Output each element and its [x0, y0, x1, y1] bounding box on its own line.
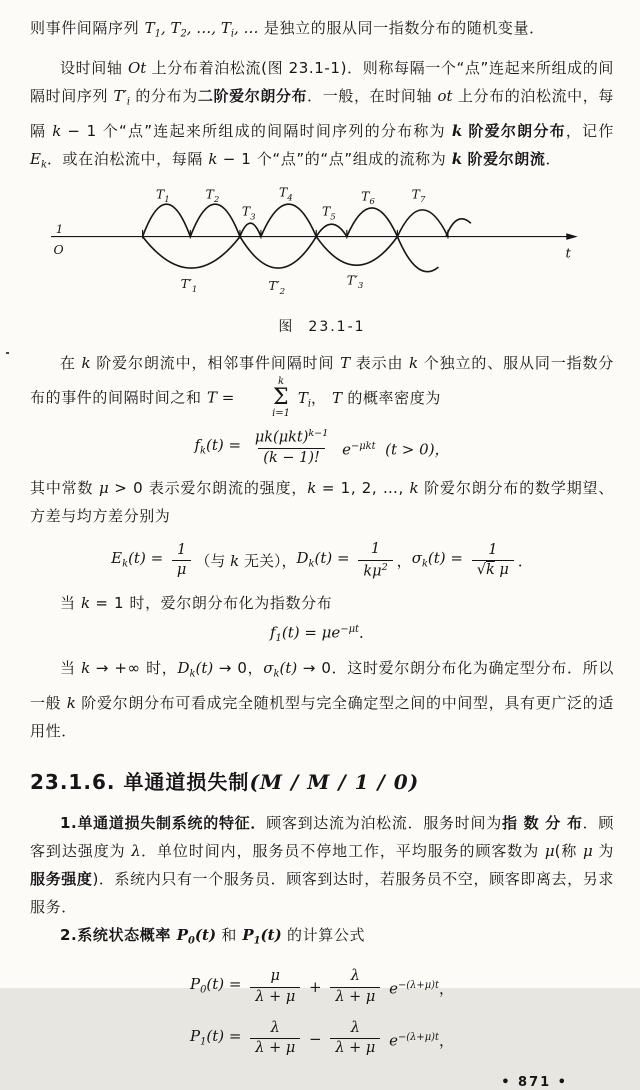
formula-exponential-f1: $f_1(t) = \mu e^{-\mu t}$． [269, 623, 374, 645]
figure-23-1-1 [30, 185, 614, 339]
arc-label-T2-prime: $T'_2$ [268, 278, 286, 298]
paragraph-system-characteristics [30, 809, 614, 921]
arc-label-T4: $T_4$ [279, 184, 293, 204]
figure-caption [30, 315, 614, 339]
paragraph-state-probabilities [30, 921, 614, 955]
paragraph-text: $T_i$， T 的概率密度为 [293, 388, 441, 410]
paragraph-text: 设时间轴 Ot 上分布着泊松流(图 23.1-1)．则称每隔一个“点”连起来所组成的间隔时间序列 $T'_i$ 的分布为二阶爱尔朗分布．一般，在时间轴 ot 上分布的泊松流中，每隔 k − 1 个“点”连起来所组成的间隔时间序列的分布称为 k 阶爱尔朗分布，记作 $E_k$．或在泊松流中，每隔 k − 1 个“点”的“点”组成的流称为 k 阶爱尔朗流． [30, 59, 620, 171]
axis-t-label: t [565, 246, 571, 262]
fraction: $\frac{\mu k(\mu kt)^{k-1}}{(k - 1)!}$ [250, 427, 333, 468]
section-heading [30, 767, 614, 797]
figure-caption-label: 图 [278, 319, 295, 336]
paragraph-text: 在 k 阶爱尔朗流中，相邻事件间隔时间 T 表示由 k 个独立的、服从同一指数分布的事件的间隔时间之和 T = [30, 354, 614, 407]
summation-symbol: k Σ i=1 [272, 376, 291, 420]
formula-density-fk: $f_k(t)$ = $\frac{\mu k(\mu kt)^{k-1}}{(k - 1)!}$ $e^{-\mu kt}$ (t > 0)， [30, 427, 614, 468]
figure-caption-number: 23.1-1 [308, 319, 366, 336]
fraction: $\frac{\mu}{\lambda + \mu}$ [250, 967, 300, 1007]
axis-tick-label: 1 [55, 222, 64, 237]
formula-moments: $E_k(t)$ = $\frac{1}{\mu}$ （与 k 无关）， $D_k(t)$ = $\frac{1}{k\mu^2}$ ， $\sigma_k(t)$ = $\frac{1}{\text{√k μ}}$ ． [30, 540, 614, 581]
arc-label-T7: $T_7$ [411, 186, 426, 206]
upper-interval-arcs [143, 205, 471, 237]
paragraph-interval-sequence [30, 14, 614, 48]
paragraph-intensity [30, 474, 614, 530]
lower-interval-arcs [143, 237, 439, 272]
fraction: $\frac{1}{\mu}$ [172, 541, 191, 581]
paragraph-k-equals-1 [30, 589, 614, 617]
arc-label-T2: $T_2$ [205, 186, 220, 206]
paragraph-text: 2.系统状态概率 $P_0(t)$ 和 $P_1(t)$ 的计算公式 [60, 925, 366, 947]
arc-label-T6: $T_6$ [361, 188, 375, 208]
paragraph-text: 1.单通道损失制系统的特征．顾客到达流为泊松流．服务时间为指 数 分 布．顾客到达强度为 λ．单位时间内，服务员不停地工作，平均服务的顾客数为 μ(称 μ 为服务强度)．系统内只有一个服务员．顾客到达时，若服务员不空，顾客即离去，另求服务． [30, 813, 615, 916]
origin-label: O [53, 242, 64, 258]
arc-label-T5: $T_5$ [322, 203, 336, 223]
section-title: 单通道损失制 [123, 769, 250, 794]
axis-arrow-icon [566, 234, 577, 241]
paragraph-text: 当 k = 1 时，爱尔朗分布化为指数分布 [60, 594, 333, 613]
paragraph-k-infinity [30, 654, 614, 744]
fraction: $\frac{\lambda}{\lambda + \mu}$ [330, 967, 380, 1007]
section-notation: (M / M / 1 / 0) [249, 769, 420, 794]
arc-label-T3-prime: $T'_3$ [346, 272, 364, 292]
paragraph-erlang-definition [30, 54, 620, 179]
scan-artifact [6, 352, 9, 354]
arc-label-T1: $T_1$ [155, 186, 170, 206]
timeline-diagram [30, 185, 614, 313]
formula-P0: $P_0(t)$ = $\frac{\mu}{\lambda + \mu}$ + $\frac{\lambda}{\lambda + \mu}$ $e^{-(\lambda+\mu)t}$， [30, 967, 614, 1007]
paragraph-text: 则事件间隔序列 $T_1$, $T_2$, …, $T_i$, … 是独立的服从同一指数分布的随机变量． [30, 19, 545, 40]
page-number: • 871 • [501, 1074, 568, 1090]
formula-P1: $P_1(t)$ = $\frac{\lambda}{\lambda + \mu}$ − $\frac{\lambda}{\lambda + \mu}$ $e^{-(\lambda+\mu)t}$， [30, 1019, 614, 1059]
arc-label-T3: $T_3$ [241, 203, 256, 223]
fraction: $\frac{1}{\text{√k μ}}$ [472, 541, 514, 581]
section-number: 23.1.6. [30, 769, 116, 794]
fraction: $\frac{\lambda}{\lambda + \mu}$ [250, 1019, 300, 1059]
paragraph-text: 其中常数 μ > 0 表示爱尔朗流的强度，k = 1, 2, …, k 阶爱尔朗分布的数学期望、方差与均方差分别为 [30, 479, 614, 526]
paragraph-text: 当 k → +∞ 时，$D_k(t) \to 0$，$\sigma_k(t) \to 0$．这时爱尔朗分布化为确定型分布．所以一般 k 阶爱尔朗分布可看成完全随机型与完全确定型之间的中间型，具有更广泛的适用性． [30, 659, 614, 740]
fraction: $\frac{1}{k\mu^2}$ [358, 540, 392, 581]
arc-label-T1-prime: $T'_1$ [180, 276, 198, 296]
fraction: $\frac{\lambda}{\lambda + \mu}$ [330, 1019, 380, 1059]
paragraph-erlang-sum [30, 349, 614, 419]
